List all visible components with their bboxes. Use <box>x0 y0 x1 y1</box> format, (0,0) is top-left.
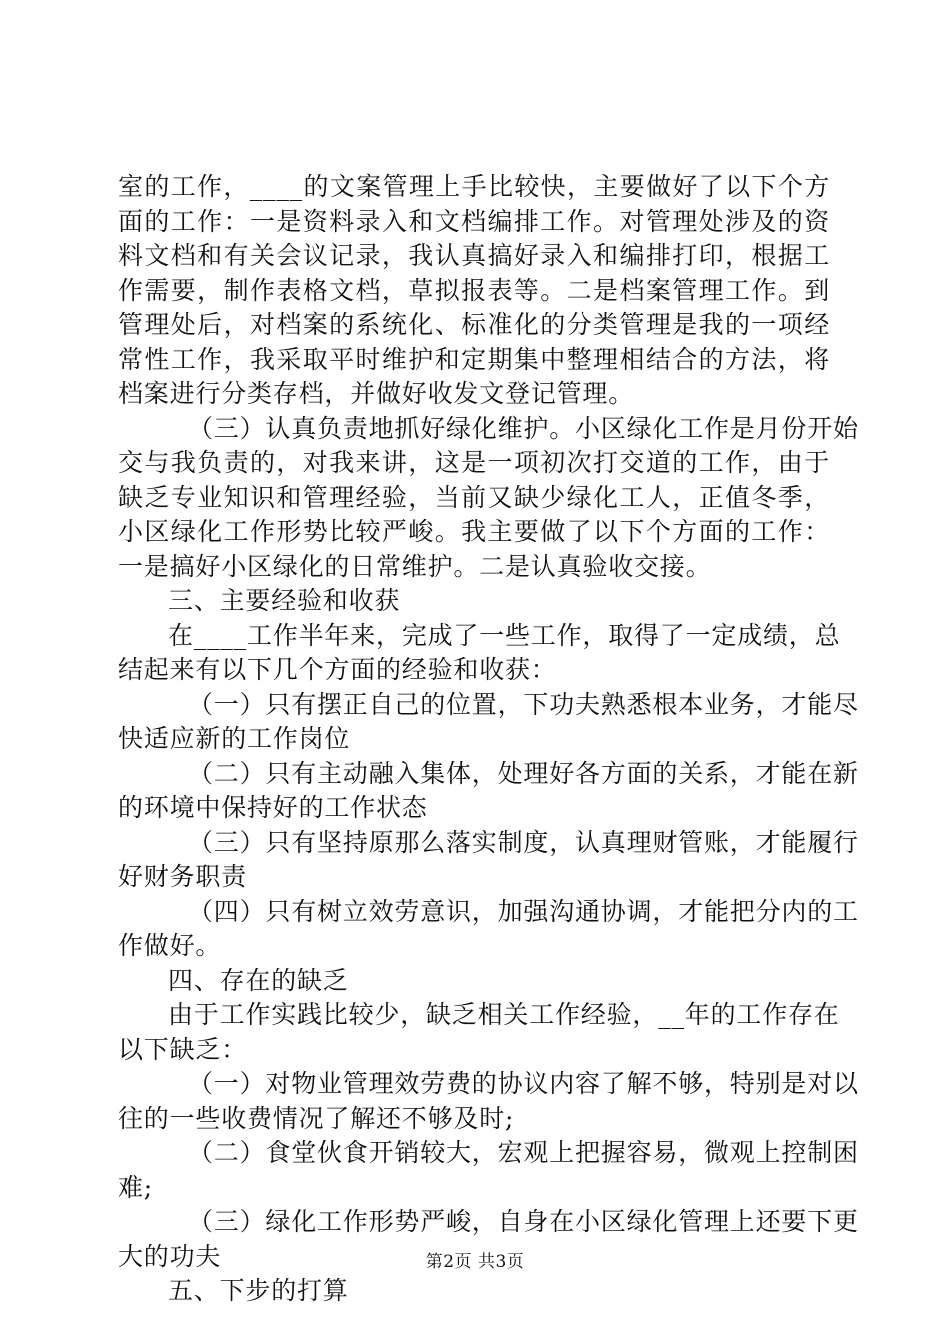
text-line: （三）只有坚持原那么落实制度，认真理财管账，才能履行 <box>188 827 859 857</box>
text-line: 快适应新的工作岗位 <box>118 724 351 753</box>
text-line: 好财务职责 <box>118 862 248 891</box>
text-line: 以下缺乏： <box>118 1034 248 1064</box>
text-line: 在____工作半年来，完成了一些工作，取得了一定成绩，总 <box>168 620 841 650</box>
text-line: 常性工作，我采取平时维护和定期集中整理相结合的方法，将 <box>118 344 830 374</box>
text-line: 五、下步的打算 <box>168 1276 349 1305</box>
text-line: （三）绿化工作形势严峻，自身在小区绿化管理上还要下更 <box>188 1207 859 1236</box>
text-line: 四、存在的缺乏 <box>168 965 349 995</box>
text-line: 料文档和有关会议记录，我认真搞好录入和编排打印，根据工 <box>118 241 830 270</box>
text-line: 室的工作，____的文案管理上手比较快，主要做好了以下个方 <box>118 172 830 201</box>
text-line: 面的工作：一是资料录入和文档编排工作。对管理处涉及的资 <box>118 206 830 236</box>
text-line: （一）对物业管理效劳费的协议内容了解不够，特别是对以 <box>188 1069 859 1098</box>
text-line: 交与我负责的，对我来讲，这是一项初次打交道的工作，由于 <box>118 448 830 477</box>
text-line: （三）认真负责地抓好绿化维护。小区绿化工作是月份开始 <box>188 413 859 443</box>
text-line: （四）只有树立效劳意识，加强沟通协调，才能把分内的工 <box>188 896 859 926</box>
text-line: 小区绿化工作形势比较严峻。我主要做了以下个方面的工作： <box>118 517 830 546</box>
text-line: 三、主要经验和收获 <box>168 586 401 615</box>
page-footer: 第2页 共3页 <box>425 1252 525 1272</box>
text-line: 的环境中保持好的工作状态 <box>118 793 428 822</box>
text-line: 一是搞好小区绿化的日常维护。二是认真验收交接。 <box>118 551 712 581</box>
text-line: （二）只有主动融入集体，处理好各方面的关系，才能在新 <box>188 758 859 788</box>
text-line: 难; <box>118 1172 154 1202</box>
text-line: （二）食堂伙食开销较大，宏观上把握容易，微观上控制困 <box>188 1138 859 1167</box>
text-line: 往的一些收费情况了解还不够及时; <box>118 1103 515 1133</box>
text-line: 大的功夫 <box>118 1241 222 1271</box>
text-line: 作做好。 <box>118 931 222 960</box>
text-line: 缺乏专业知识和管理经验，当前又缺少绿化工人，正值冬季， <box>118 482 830 512</box>
text-line: 由于工作实践比较少，缺乏相关工作经验，__年的工作存在 <box>168 1000 840 1029</box>
document-body <box>118 170 859 1309</box>
text-line: （一）只有摆正自己的位置，下功夫熟悉根本业务，才能尽 <box>188 689 859 719</box>
text-line: 管理处后，对档案的系统化、标准化的分类管理是我的一项经 <box>118 310 830 339</box>
text-line: 档案进行分类存档，并做好收发文登记管理。 <box>118 379 635 408</box>
text-line: 作需要，制作表格文档，草拟报表等。二是档案管理工作。到 <box>118 275 830 305</box>
text-line: 结起来有以下几个方面的经验和收获： <box>118 655 557 684</box>
